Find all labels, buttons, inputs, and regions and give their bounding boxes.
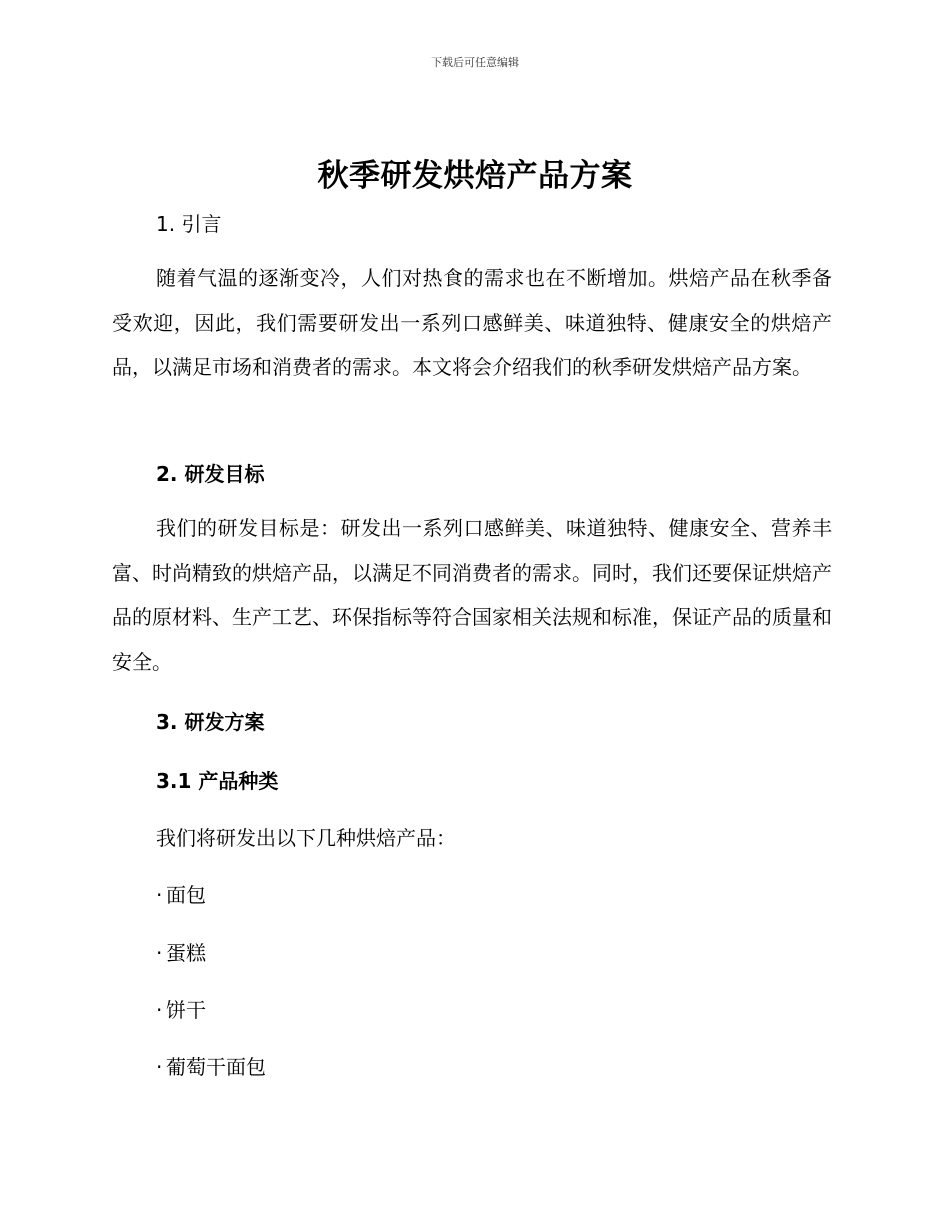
list-item-label: 饼干: [166, 998, 206, 1022]
subsection-heading-product-types: 3.1 产品种类: [156, 769, 279, 793]
list-item-label: 蛋糕: [166, 941, 206, 965]
bullet-mark: ·: [156, 941, 163, 965]
goal-paragraph: 我们的研发目标是：研发出一系列口感鲜美、味道独特、健康安全、营养丰富、时尚精致的烘焙产品，以满足不同消费者的需求。同时，我们还要保证烘焙产品的原材料、生产工艺、环保指标等符合国家相关法规和标准，保证产品的质量和安全。: [112, 516, 832, 674]
section-heading-goal: 2. 研发目标: [156, 462, 265, 486]
list-item: [156, 1051, 266, 1080]
list-item: [156, 994, 206, 1023]
document-title: 秋季研发烘焙产品方案: [317, 158, 633, 194]
bullet-mark: ·: [156, 998, 163, 1022]
list-item-label: 面包: [166, 883, 206, 907]
bullet-mark: ·: [156, 1055, 163, 1079]
list-item-label: 葡萄干面包: [166, 1055, 266, 1079]
page-header-note: 下载后可任意编辑: [431, 56, 519, 69]
bullet-mark: ·: [156, 883, 163, 907]
list-item: [156, 879, 206, 908]
product-types-intro: 我们将研发出以下几种烘焙产品：: [156, 826, 456, 850]
section-heading-plan: 3. 研发方案: [156, 710, 265, 734]
intro-paragraph: 随着气温的逐渐变冷，人们对热食的需求也在不断增加。烘焙产品在秋季备受欢迎，因此，我们需要研发出一系列口感鲜美、味道独特、健康安全的烘焙产品，以满足市场和消费者的需求。本文将会介绍我们的秋季研发烘焙产品方案。: [112, 266, 832, 380]
list-item: [156, 937, 206, 966]
section-heading-intro: 1. 引言: [156, 212, 222, 236]
